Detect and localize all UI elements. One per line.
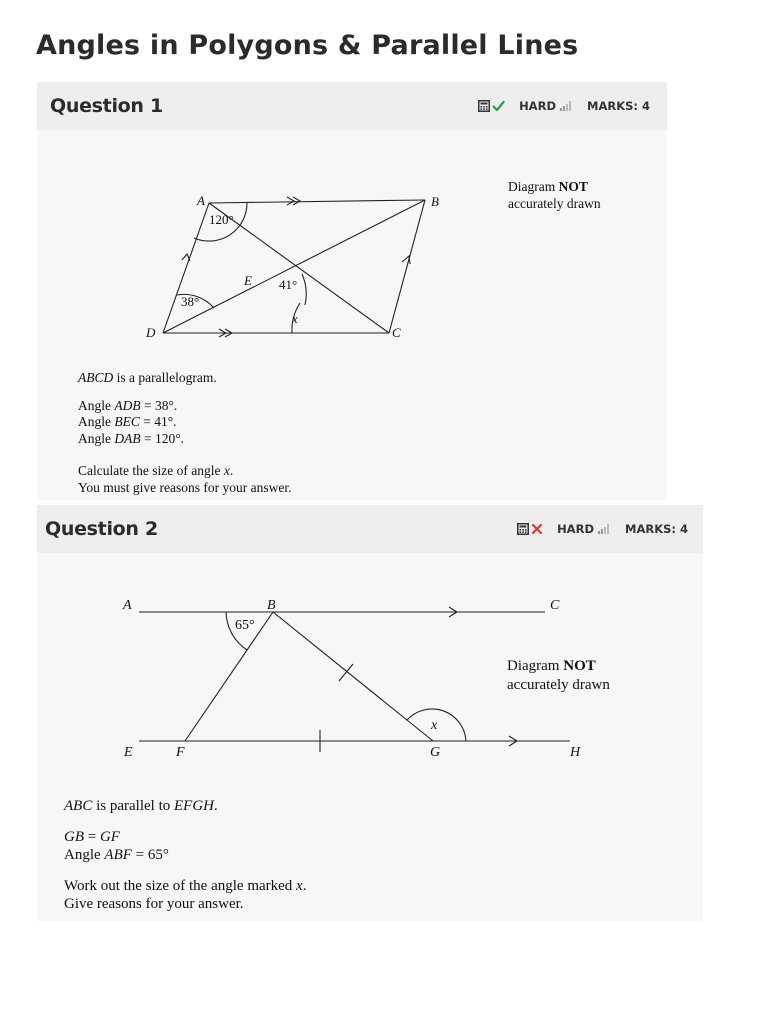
label-H: H [570,745,581,760]
signal-bars-icon [560,101,571,111]
question-1-text [78,370,291,496]
label-B: B [267,598,276,613]
q2-line-angle: Angle ABF = 65° [64,847,169,863]
q2-line-task: Work out the size of the angle marked x. [64,877,307,894]
label-D: D [146,325,156,340]
label-B: B [431,194,439,209]
difficulty-badge [519,99,571,113]
q1-line-task: Calculate the size of angle x. [78,463,234,478]
angle-label-x: x [431,718,438,733]
difficulty-label: HARD [519,99,556,113]
q2-line-equal: GB = GF [64,828,120,845]
label-G: G [430,745,441,760]
q1-line-angle1: Angle ADB = 38°. [78,397,178,413]
label-C: C [392,325,401,340]
question-1-body [37,130,667,500]
q2-line-reasons: Give reasons for your answer. [64,896,244,912]
q1-line-shape: ABCD is a parallelogram. [78,370,217,385]
angle-label-41: 41° [279,277,298,292]
question-1-header [37,82,667,130]
question-2-body [37,553,703,921]
q1-line-angle2: Angle BEC = 41°. [78,414,177,429]
question-1-diagram [37,130,667,360]
q2-line-parallel: ABC is parallel to EFGH. [64,798,218,814]
angle-label-65: 65° [235,618,255,633]
question-2-header [37,505,703,553]
check-icon [492,100,505,112]
question-2-title: Question 2 [45,518,158,540]
difficulty-badge [557,522,609,536]
marks-label: MARKS: 4 [625,522,688,536]
label-E: E [244,273,252,288]
q1-line-angle3: Angle DAB = 120°. [78,430,185,446]
label-F: F [176,745,185,760]
label-E: E [124,745,133,760]
question-1-title: Question 1 [50,95,163,117]
angle-label-x: x [292,311,298,326]
question-2-text [64,797,306,914]
question-1-meta [478,99,650,113]
page-title: Angles in Polygons & Parallel Lines [36,30,579,61]
q1-line-reasons: You must give reasons for your answer. [78,479,292,495]
angle-label-120: 120° [209,212,234,227]
cross-icon [531,523,543,535]
signal-bars-icon [598,524,609,534]
label-A: A [123,598,132,613]
label-C: C [550,598,560,613]
calculator-icon [517,523,529,535]
calculator-not-allowed-indicator [517,523,543,535]
calculator-allowed-indicator [478,100,505,112]
question-2-meta [517,522,688,536]
difficulty-label: HARD [557,522,594,536]
marks-label: MARKS: 4 [587,99,650,113]
question-2-diagram-note: Diagram NOT accurately drawn [507,658,610,693]
label-A: A [197,193,205,208]
angle-label-38: 38° [181,294,200,309]
question-1-diagram-note: Diagram NOT accurately drawn [508,179,601,211]
calculator-icon [478,100,490,112]
